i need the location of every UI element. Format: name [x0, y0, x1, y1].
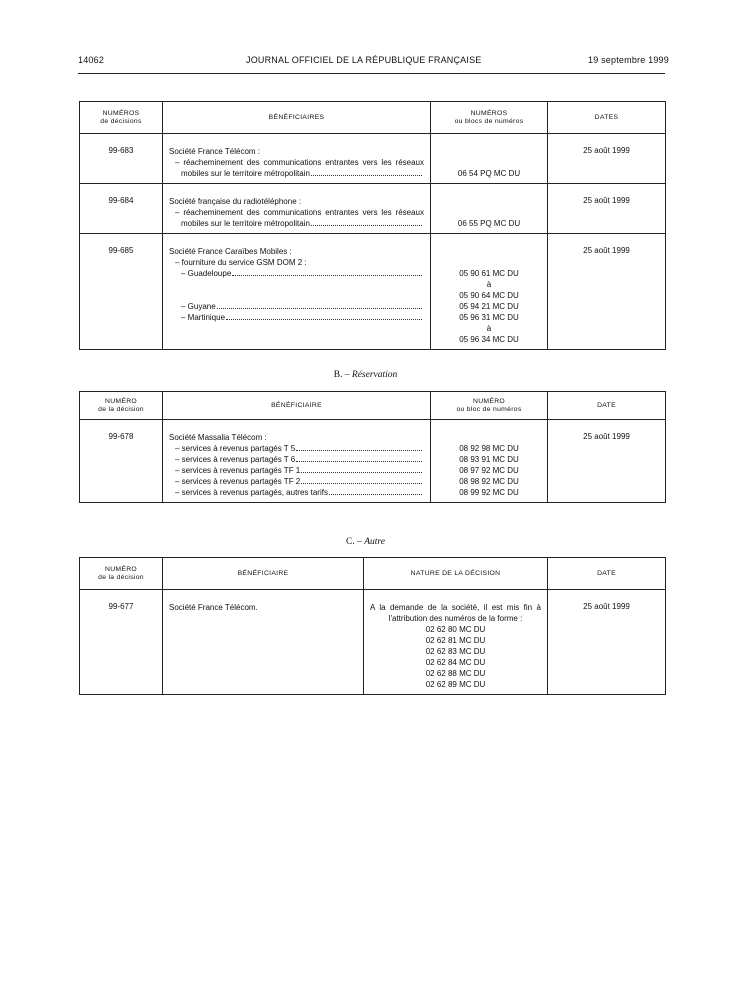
- beneficiary-text: – Martinique: [181, 313, 226, 322]
- column-header-text: NATURE DE LA DÉCISION: [410, 569, 501, 577]
- beneficiary-line: – fourniture du service GSM DOM 2 :: [175, 258, 307, 267]
- dot-leader: [301, 465, 422, 473]
- column-header: [163, 392, 431, 420]
- table-row: [80, 234, 666, 350]
- number-line: 08 97 92 MC DU: [459, 466, 519, 475]
- number-line: [435, 432, 543, 443]
- column-header: [80, 392, 163, 420]
- column-header: [431, 392, 548, 420]
- beneficiary-line: [169, 465, 424, 476]
- beneficiary-line: [169, 443, 424, 454]
- numbers-cell: [431, 184, 548, 234]
- beneficiary-text: – services à revenus partagés T 5: [175, 444, 296, 453]
- section-b-title: B. – Réservation: [333, 370, 398, 380]
- nature-line: A la demande de la société, il est mis fin à: [370, 603, 541, 612]
- column-header-text: ou blocs de numéros: [454, 117, 524, 125]
- table-row: [80, 184, 666, 234]
- dot-leader: [311, 218, 422, 226]
- decision-date: 25 août 1999: [548, 234, 666, 350]
- number-line: 05 94 21 MC DU: [459, 302, 519, 311]
- column-header-text: de décisions: [100, 117, 142, 125]
- table-header-row: [80, 558, 666, 590]
- number-line: 05 96 31 MC DU: [459, 313, 519, 322]
- number-line: à: [486, 280, 492, 289]
- dot-leader: [217, 301, 422, 309]
- beneficiary-cell: [163, 420, 431, 503]
- journal-title: JOURNAL OFFICIEL DE LA RÉPUBLIQUE FRANÇAISE: [246, 55, 482, 65]
- section-c-title: C. – Autre: [346, 537, 385, 547]
- decision-date: 25 août 1999: [548, 420, 666, 503]
- table-row: [80, 134, 666, 184]
- column-header: [163, 558, 364, 590]
- beneficiary-line: Société France Télécom :: [169, 147, 261, 156]
- nature-line: 02 62 80 MC DU: [425, 625, 486, 634]
- number-line: [435, 157, 543, 168]
- attribution-table: [79, 101, 666, 350]
- column-header-text: NUMÉRO: [104, 565, 137, 573]
- nature-line: 02 62 83 MC DU: [425, 647, 486, 656]
- column-header: [548, 392, 666, 420]
- number-line: 05 90 61 MC DU: [459, 269, 519, 278]
- beneficiary-line: [169, 218, 424, 229]
- table-row: [80, 590, 666, 695]
- beneficiary-line: [169, 487, 424, 498]
- decision-number: 99-685: [80, 234, 163, 350]
- column-header-text: BÉNÉFICIAIRES: [268, 113, 325, 121]
- beneficiary-line: [169, 290, 424, 301]
- beneficiary-line: Société Massalia Télécom :: [169, 433, 267, 442]
- column-header-text: BÉNÉFICIAIRE: [237, 569, 289, 577]
- column-header-text: NUMÉRO: [472, 397, 505, 405]
- dot-leader: [311, 168, 422, 176]
- beneficiary-line: [169, 301, 424, 312]
- page-number: 14062: [78, 55, 105, 65]
- nature-line: 02 62 89 MC DU: [425, 680, 486, 689]
- column-header: [364, 558, 548, 590]
- column-header: [80, 102, 163, 134]
- column-header-text: NUMÉROS: [470, 109, 508, 117]
- dot-leader: [296, 454, 422, 462]
- dot-leader: [296, 443, 422, 451]
- number-line: [435, 246, 543, 257]
- beneficiary-line: [169, 334, 424, 345]
- numbers-cell: [431, 134, 548, 184]
- column-header-text: de la décision: [98, 573, 144, 581]
- beneficiary-text: – services à revenus partagés TF 1: [175, 466, 301, 475]
- column-header-text: de la décision: [98, 405, 144, 413]
- beneficiary-line: [169, 476, 424, 487]
- number-line: 06 55 PQ MC DU: [457, 219, 521, 228]
- beneficiary-line: [169, 279, 424, 290]
- column-header: [163, 102, 431, 134]
- beneficiary-line: [169, 168, 424, 179]
- nature-line: 02 62 84 MC DU: [425, 658, 486, 667]
- column-header-text: BÉNÉFICIAIRE: [271, 401, 322, 409]
- header-rule: [78, 73, 665, 74]
- column-header-text: DATES: [594, 113, 619, 121]
- beneficiary-line: Société française du radiotéléphone :: [169, 197, 302, 206]
- nature-line: 02 62 81 MC DU: [425, 636, 486, 645]
- column-header-text: ou bloc de numéros: [456, 405, 522, 413]
- header-date: 19 septembre 1999: [588, 55, 669, 65]
- beneficiary-line: Société France Télécom.: [169, 603, 258, 612]
- beneficiary-cell: [163, 184, 431, 234]
- number-line: 05 96 34 MC DU: [459, 335, 519, 344]
- decision-date: 25 août 1999: [548, 590, 666, 695]
- number-line: 08 92 98 MC DU: [459, 444, 519, 453]
- number-line: 08 93 91 MC DU: [459, 455, 519, 464]
- beneficiary-cell: [163, 134, 431, 184]
- beneficiary-text: mobiles sur le territoire métropolitain: [181, 219, 310, 228]
- beneficiary-line: – réacheminement des communications entrantes vers les réseaux: [175, 208, 424, 217]
- column-header-text: NUMÉRO: [104, 397, 137, 405]
- beneficiary-line: Société France Caraïbes Mobiles :: [169, 247, 292, 256]
- table-header-row: [80, 392, 666, 420]
- reservation-table: [79, 391, 666, 503]
- beneficiary-text: – services à revenus partagés, autres tarifs: [175, 488, 328, 497]
- beneficiary-text: – services à revenus partagés T 6: [175, 455, 296, 464]
- nature-cell: [364, 590, 548, 695]
- decision-number: 99-684: [80, 184, 163, 234]
- column-header: [431, 102, 548, 134]
- beneficiary-text: – Guyane: [181, 302, 216, 311]
- decision-number: 99-683: [80, 134, 163, 184]
- column-header-text: NUMÉROS: [102, 109, 140, 117]
- numbers-cell: [431, 234, 548, 350]
- number-line: [435, 146, 543, 157]
- column-header: [548, 102, 666, 134]
- table-header-row: [80, 102, 666, 134]
- decision-number: 99-677: [80, 590, 163, 695]
- number-line: 06 54 PQ MC DU: [457, 169, 521, 178]
- beneficiary-text: – Guadeloupe: [181, 269, 232, 278]
- column-header: [80, 558, 163, 590]
- beneficiary-line: [169, 312, 424, 323]
- other-decision-table: [79, 557, 666, 695]
- beneficiary-line: [169, 454, 424, 465]
- dot-leader: [301, 476, 422, 484]
- nature-line: 02 62 88 MC DU: [425, 669, 486, 678]
- beneficiary-line: – réacheminement des communications entrantes vers les réseaux: [175, 158, 424, 167]
- beneficiary-text: – services à revenus partagés TF 2: [175, 477, 301, 486]
- beneficiary-line: [169, 268, 424, 279]
- number-line: [435, 196, 543, 207]
- table-row: [80, 420, 666, 503]
- decision-date: 25 août 1999: [548, 134, 666, 184]
- column-header-text: DATE: [597, 569, 616, 577]
- dot-leader: [329, 487, 422, 495]
- number-line: à: [486, 324, 492, 333]
- beneficiary-cell: [163, 234, 431, 350]
- dot-leader: [232, 268, 422, 276]
- column-header-text: DATE: [597, 401, 616, 409]
- dot-leader: [226, 312, 422, 320]
- number-line: [435, 207, 543, 218]
- beneficiary-text: mobiles sur le territoire métropolitain: [181, 169, 310, 178]
- decision-date: 25 août 1999: [548, 184, 666, 234]
- number-line: 05 90 64 MC DU: [459, 291, 519, 300]
- numbers-cell: [431, 420, 548, 503]
- number-line: 08 99 92 MC DU: [459, 488, 519, 497]
- decision-number: 99-678: [80, 420, 163, 503]
- number-line: [435, 257, 543, 268]
- nature-line: l'attribution des numéros de la forme :: [388, 614, 523, 623]
- beneficiary-line: [169, 323, 424, 334]
- beneficiary-cell: [163, 590, 364, 695]
- number-line: 08 98 92 MC DU: [459, 477, 519, 486]
- column-header: [548, 558, 666, 590]
